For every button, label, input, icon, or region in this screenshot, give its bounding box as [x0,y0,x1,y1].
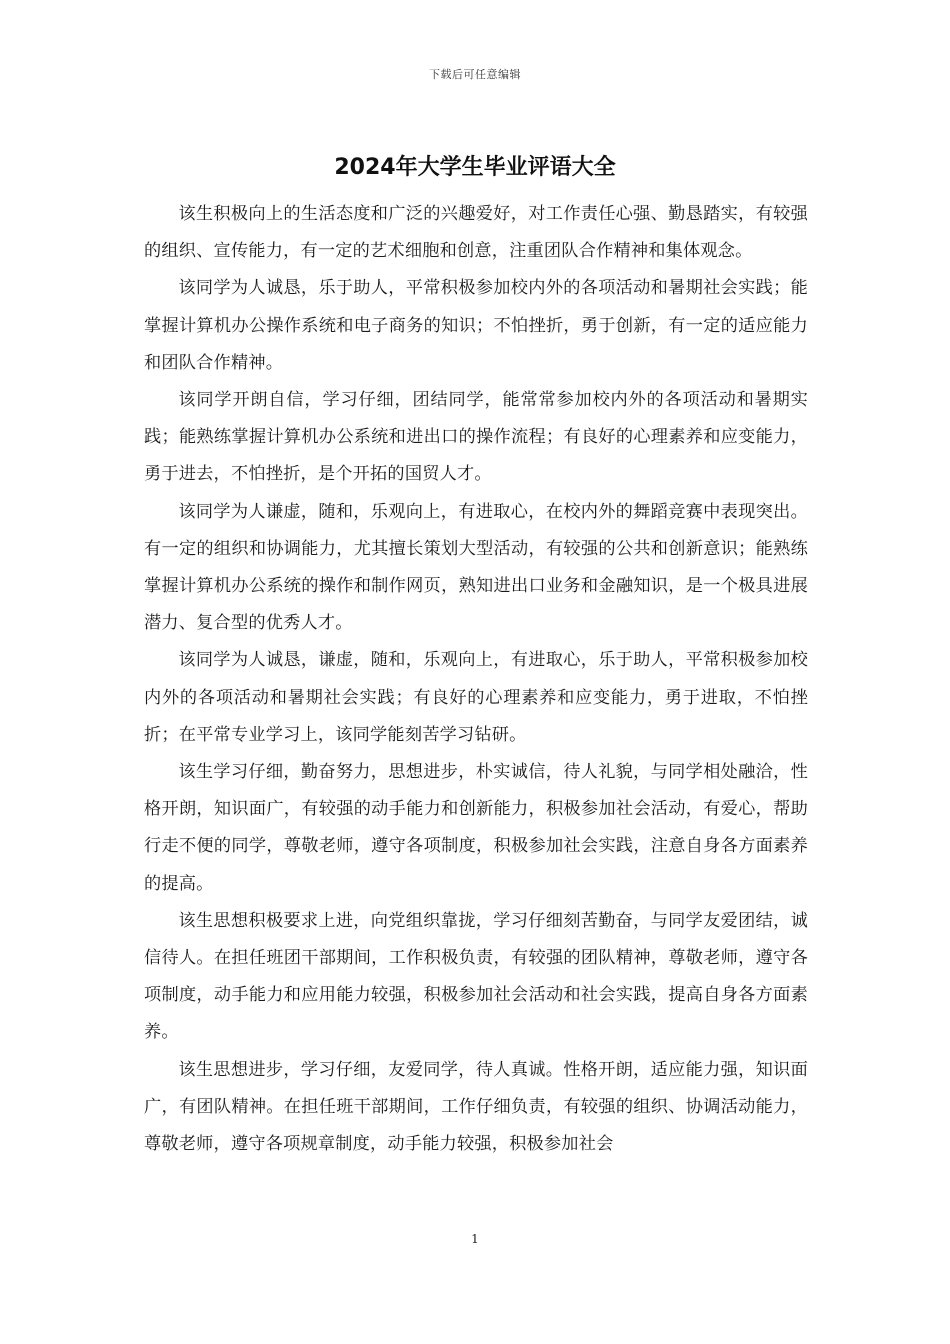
paragraph: 该同学为人诚恳，谦虚，随和，乐观向上，有进取心，乐于助人，平常积极参加校内外的各项活动和暑期社会实践；有良好的心理素养和应变能力，勇于进取，不怕挫折；在平常专业学习上，该同学能刻苦学习钻研。 [144,650,808,745]
paragraph: 该生学习仔细，勤奋努力，思想进步，朴实诚信，待人礼貌，与同学相处融洽，性格开朗，知识面广，有较强的动手能力和创新能力，积极参加社会活动，有爱心，帮助行走不便的同学，尊敬老师，遵守各项制度，积极参加社会实践，注意自身各方面素养的提高。 [144,762,808,894]
paragraph: 该同学为人谦虚，随和，乐观向上，有进取心，在校内外的舞蹈竞赛中表现突出。有一定的组织和协调能力，尤其擅长策划大型活动，有较强的公共和创新意识；能熟练掌握计算机办公系统的操作和制作网页，熟知进出口业务和金融知识，是一个极具进展潜力、复合型的优秀人才。 [144,501,808,634]
document-body [144,196,808,1163]
paragraph: 该生思想积极要求上进，向党组织靠拢，学习仔细刻苦勤奋，与同学友爱团结，诚信待人。在担任班团干部期间，工作积极负责，有较强的团队精神，尊敬老师，遵守各项制度，动手能力和应用能力较强，积极参加社会活动和社会实践，提高自身各方面素养。 [144,910,808,1043]
paragraph: 该生思想进步，学习仔细，友爱同学，待人真诚。性格开朗，适应能力强，知识面广，有团队精神。在担任班干部期间，工作仔细负责，有较强的组织、协调活动能力，尊敬老师，遵守各项规章制度，动手能力较强，积极参加社会 [144,1059,808,1155]
paragraph: 该同学开朗自信，学习仔细，团结同学，能常常参加校内外的各项活动和暑期实践；能熟练掌握计算机办公系统和进出口的操作流程；有良好的心理素养和应变能力，勇于进去，不怕挫折，是个开拓的国贸人才。 [144,390,808,485]
page-number: 1 [471,1232,479,1246]
paragraph: 该同学为人诚恳，乐于助人，平常积极参加校内外的各项活动和暑期社会实践；能掌握计算机办公操作系统和电子商务的知识；不怕挫折，勇于创新，有一定的适应能力和团队合作精神。 [144,278,808,373]
paragraph: 该生积极向上的生活态度和广泛的兴趣爱好，对工作责任心强、勤恳踏实，有较强的组织、宣传能力，有一定的艺术细胞和创意，注重团队合作精神和集体观念。 [144,204,808,262]
header-note: 下载后可任意编辑 [429,68,521,81]
document-title: 2024年大学生毕业评语大全 [334,155,616,180]
